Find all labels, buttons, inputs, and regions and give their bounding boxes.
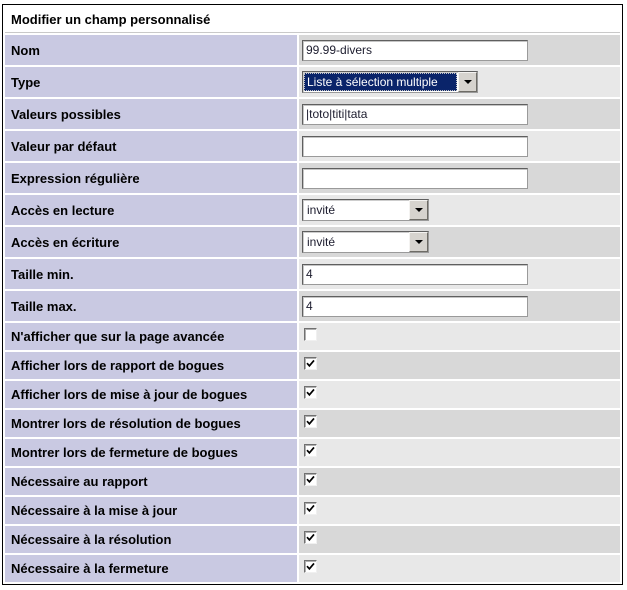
dropdown-button[interactable]: [409, 200, 428, 220]
acces-en-ecriture-label: Accès en écriture: [5, 227, 297, 257]
chevron-down-icon: [415, 208, 423, 212]
necessaire-mise-a-jour-value-cell: [299, 497, 620, 524]
form-row-necessaire-fermeture: [5, 555, 620, 582]
type-label: Type: [5, 67, 297, 97]
valeur-par-defaut-input[interactable]: [302, 136, 528, 157]
afficher-rapport-checkbox[interactable]: [304, 357, 317, 370]
page-avancee-label: N'afficher que sur la page avancée: [5, 323, 297, 350]
afficher-rapport-label: Afficher lors de rapport de bogues: [5, 352, 297, 379]
form-row-acces-en-lecture: [5, 195, 620, 225]
form-row-afficher-mise-a-jour: [5, 381, 620, 408]
montrer-fermeture-value-cell: [299, 439, 620, 466]
acces-en-ecriture-value-cell: [299, 227, 620, 257]
form-row-type: [5, 67, 620, 97]
acces-en-lecture-label: Accès en lecture: [5, 195, 297, 225]
montrer-resolution-value-cell: [299, 410, 620, 437]
form-row-necessaire-resolution: [5, 526, 620, 553]
montrer-resolution-label: Montrer lors de résolution de bogues: [5, 410, 297, 437]
form-row-acces-en-ecriture: [5, 227, 620, 257]
check-icon: [305, 387, 316, 398]
dropdown-button[interactable]: [458, 72, 477, 92]
type-value-cell: [299, 67, 620, 97]
form-row-montrer-resolution: [5, 410, 620, 437]
afficher-mise-a-jour-checkbox[interactable]: [304, 386, 317, 399]
acces-en-ecriture-select[interactable]: [302, 231, 429, 253]
montrer-fermeture-checkbox[interactable]: [304, 444, 317, 457]
montrer-resolution-checkbox[interactable]: [304, 415, 317, 428]
necessaire-fermeture-checkbox[interactable]: [304, 560, 317, 573]
necessaire-mise-a-jour-label: Nécessaire à la mise à jour: [5, 497, 297, 524]
taille-max-value-cell: [299, 291, 620, 321]
expression-reguliere-input[interactable]: [302, 168, 528, 189]
necessaire-mise-a-jour-checkbox[interactable]: [304, 502, 317, 515]
afficher-mise-a-jour-value-cell: [299, 381, 620, 408]
necessaire-rapport-checkbox[interactable]: [304, 473, 317, 486]
check-icon: [305, 474, 316, 485]
dropdown-button[interactable]: [409, 232, 428, 252]
valeurs-possibles-label: Valeurs possibles: [5, 99, 297, 129]
check-icon: [305, 416, 316, 427]
acces-en-ecriture-selected-option: invité: [307, 235, 336, 249]
necessaire-fermeture-value-cell: [299, 555, 620, 582]
taille-min-label: Taille min.: [5, 259, 297, 289]
form-table-body: [5, 35, 620, 582]
page-avancee-value-cell: [299, 323, 620, 350]
form-row-valeur-par-defaut: [5, 131, 620, 161]
acces-en-lecture-select[interactable]: [302, 199, 429, 221]
taille-max-label: Taille max.: [5, 291, 297, 321]
check-icon: [305, 445, 316, 456]
form-row-expression-reguliere: [5, 163, 620, 193]
form-row-montrer-fermeture: [5, 439, 620, 466]
form-row-valeurs-possibles: [5, 99, 620, 129]
page-avancee-checkbox[interactable]: [304, 328, 317, 341]
necessaire-rapport-label: Nécessaire au rapport: [5, 468, 297, 495]
necessaire-resolution-label: Nécessaire à la résolution: [5, 526, 297, 553]
check-icon: [305, 561, 316, 572]
edit-custom-field-panel: [2, 4, 623, 585]
check-icon: [305, 358, 316, 369]
taille-min-input[interactable]: [302, 264, 528, 285]
form-row-necessaire-mise-a-jour: [5, 497, 620, 524]
necessaire-resolution-value-cell: [299, 526, 620, 553]
valeurs-possibles-input[interactable]: [302, 104, 528, 125]
acces-en-lecture-selected-option: invité: [307, 203, 336, 217]
form-row-afficher-rapport: [5, 352, 620, 379]
chevron-down-icon: [415, 240, 423, 244]
acces-en-lecture-value-cell: [299, 195, 620, 225]
nom-value-cell: [299, 35, 620, 65]
valeur-par-defaut-value-cell: [299, 131, 620, 161]
necessaire-rapport-value-cell: [299, 468, 620, 495]
form-row-nom: [5, 35, 620, 65]
nom-label: Nom: [5, 35, 297, 65]
necessaire-resolution-checkbox[interactable]: [304, 531, 317, 544]
valeur-par-defaut-label: Valeur par défaut: [5, 131, 297, 161]
afficher-mise-a-jour-label: Afficher lors de mise à jour de bogues: [5, 381, 297, 408]
form-row-necessaire-rapport: [5, 468, 620, 495]
form-row-page-avancee: [5, 323, 620, 350]
type-select[interactable]: [302, 71, 478, 93]
taille-max-input[interactable]: [302, 296, 528, 317]
montrer-fermeture-label: Montrer lors de fermeture de bogues: [5, 439, 297, 466]
type-selected-option: Liste à sélection multiple: [304, 73, 457, 91]
custom-field-form-table: [3, 5, 622, 584]
form-row-taille-min: [5, 259, 620, 289]
taille-min-value-cell: [299, 259, 620, 289]
check-icon: [305, 532, 316, 543]
expression-reguliere-value-cell: [299, 163, 620, 193]
nom-input[interactable]: [302, 40, 528, 61]
expression-reguliere-label: Expression régulière: [5, 163, 297, 193]
afficher-rapport-value-cell: [299, 352, 620, 379]
valeurs-possibles-value-cell: [299, 99, 620, 129]
page-title: Modifier un champ personnalisé: [5, 7, 620, 33]
chevron-down-icon: [464, 80, 472, 84]
check-icon: [305, 503, 316, 514]
necessaire-fermeture-label: Nécessaire à la fermeture: [5, 555, 297, 582]
form-row-taille-max: [5, 291, 620, 321]
